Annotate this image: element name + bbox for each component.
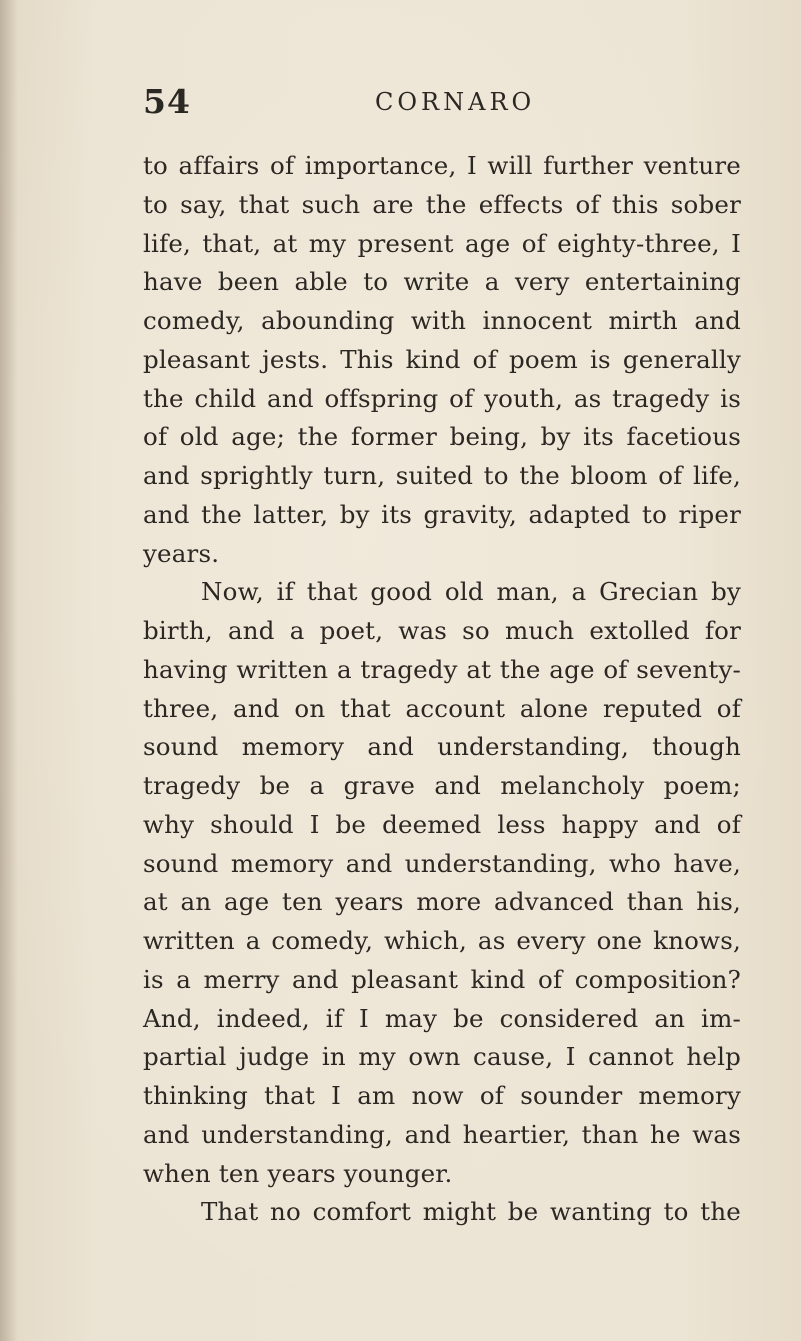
page-number: 54 <box>143 82 191 121</box>
text-line: written a comedy, which, as every one knows, <box>143 926 741 955</box>
text-line: and the latter, by its gravity, adapted to riper <box>143 499 741 529</box>
text-line: thinking that I am now of sounder memory <box>143 1081 741 1110</box>
text-line: have been able to write a very entertaining <box>143 267 741 297</box>
paragraph-start-line: That no comfort might be wanting to the <box>201 1197 741 1227</box>
text-line: the child and offspring of youth, as tragedy is <box>143 383 741 413</box>
text-line: is a merry and pleasant kind of composition? <box>143 964 741 994</box>
text-line: sound memory and understanding, though <box>143 732 741 762</box>
text-line: when ten years younger. <box>143 1158 453 1188</box>
text-line: partial judge in my own cause, I cannot help <box>143 1042 741 1072</box>
text-line: three, and on that account alone reputed of <box>143 693 741 723</box>
text-line: to say, that such are the effects of this sober <box>143 189 741 219</box>
text-line: comedy, abounding with innocent mirth and <box>143 306 741 335</box>
text-line: of old age; the former being, by its facetious <box>143 422 741 452</box>
text-line: life, that, at my present age of eighty-three, I <box>143 228 741 258</box>
text-line: to affairs of importance, I will further venture <box>143 151 741 180</box>
text-line: tragedy be a grave and melancholy poem; <box>143 771 741 800</box>
text-line: pleasant jests. This kind of poem is generally <box>143 344 741 374</box>
text-line: and sprightly turn, suited to the bloom of life, <box>143 461 741 490</box>
gutter-shadow <box>0 0 18 1341</box>
text-line: why should I be deemed less happy and of <box>143 809 741 839</box>
text-line: at an age ten years more advanced than his, <box>143 887 741 917</box>
page-header <box>0 82 801 122</box>
running-head: CORNARO <box>375 88 536 116</box>
body-text <box>143 147 741 1232</box>
paragraph-start-line: Now, if that good old man, a Grecian by <box>201 577 741 607</box>
text-line: having written a tragedy at the age of seventy- <box>143 654 741 684</box>
text-line: and understanding, and heartier, than he was <box>143 1119 741 1149</box>
text-line: And, indeed, if I may be considered an im- <box>143 1003 741 1033</box>
text-line: sound memory and understanding, who have, <box>143 848 741 878</box>
text-line: years. <box>143 538 220 568</box>
text-line: birth, and a poet, was so much extolled for <box>143 616 741 645</box>
